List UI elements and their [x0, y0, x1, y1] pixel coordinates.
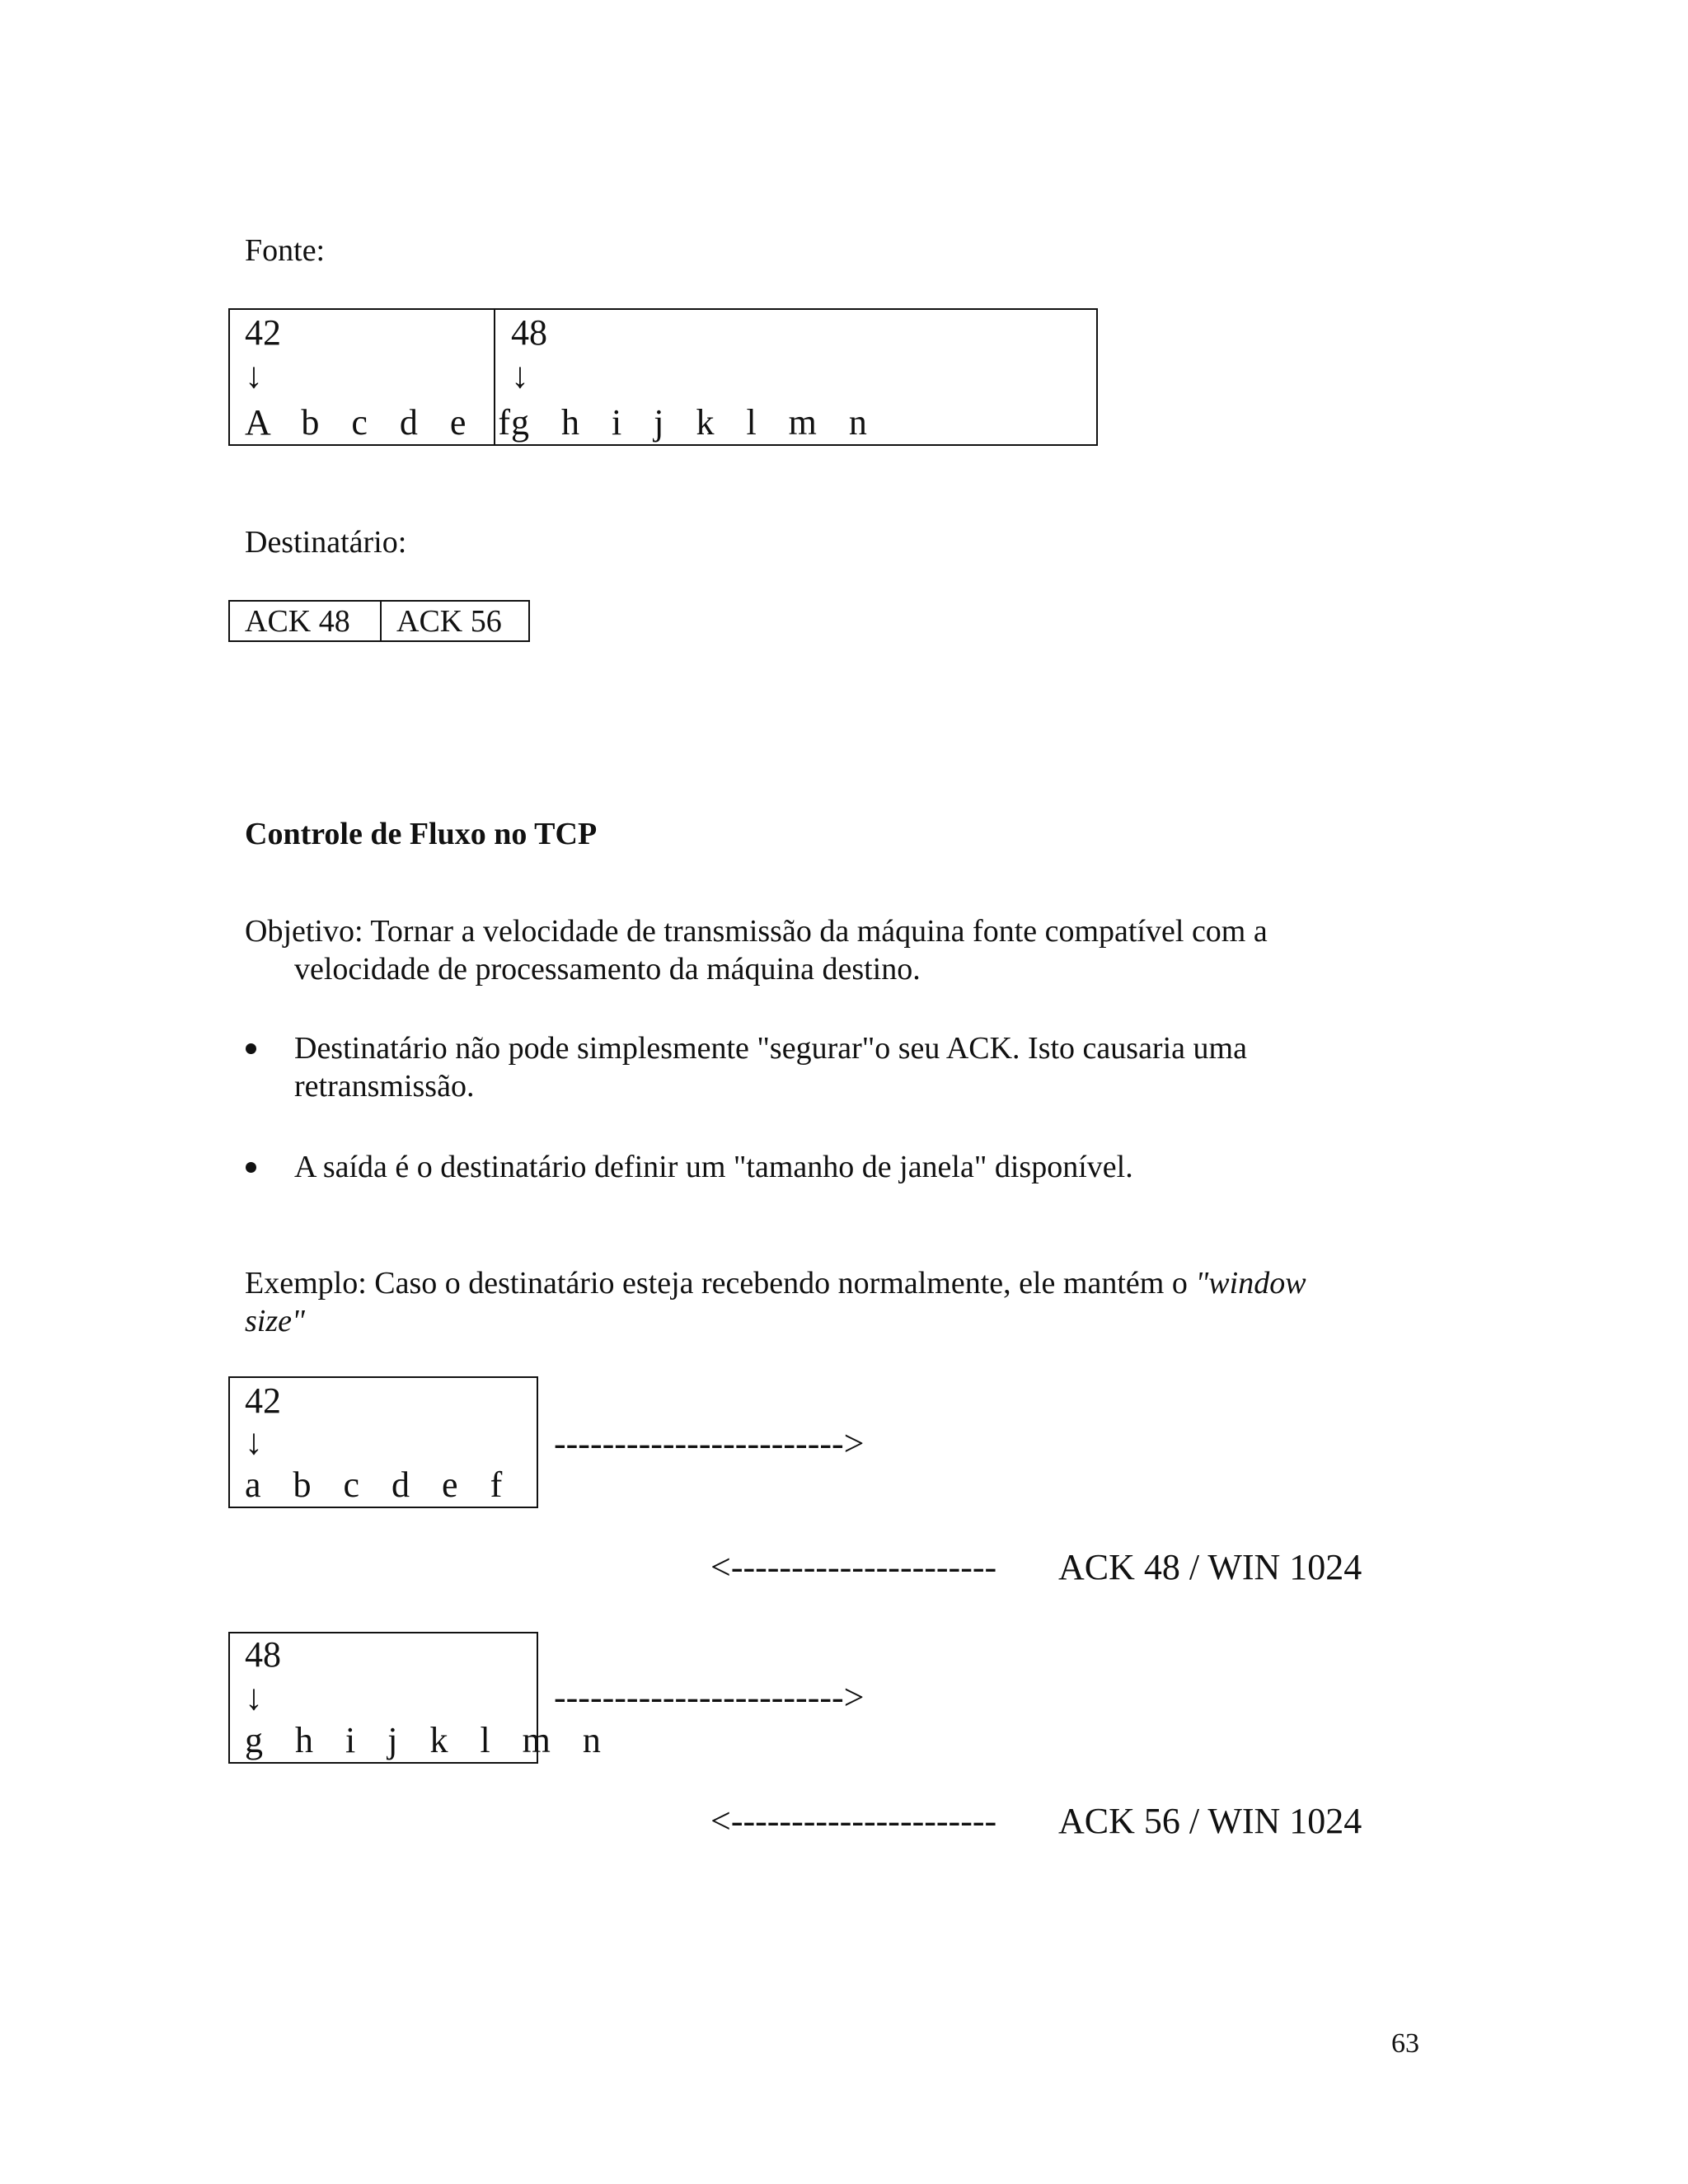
box1-letters: a b c d e f	[245, 1465, 514, 1505]
fonte-label: Fonte:	[245, 233, 326, 268]
fonte-cell2-letters: g h i j k l m n	[511, 402, 879, 443]
box2-letters: g h i j k l m n	[245, 1720, 612, 1760]
box2-number: 48	[245, 1634, 281, 1675]
example-prefix: Exemplo: Caso o destinatário esteja recebendo normalmente, ele mantém o	[245, 1266, 1196, 1301]
example-line2: size"	[245, 1304, 305, 1338]
send-arrow-1: ------------------------>	[554, 1423, 865, 1464]
return-arrow-1: <----------------------	[710, 1547, 997, 1587]
fonte-cell2-number: 48	[511, 312, 547, 353]
box1-arrow-icon: ↓	[245, 1422, 263, 1462]
objective-line2: velocidade de processamento da máquina destino.	[294, 952, 921, 987]
fonte-cell2-arrow-icon: ↓	[511, 355, 529, 396]
fonte-cell1-letters: A b c d e f	[245, 402, 523, 443]
section-heading: Controle de Fluxo no TCP	[245, 817, 598, 851]
destinatario-label: Destinatário:	[245, 525, 407, 560]
page-number: 63	[1391, 2028, 1419, 2059]
destinatario-ack-cell2: ACK 56	[396, 604, 502, 639]
ack-win-1: ACK 48 / WIN 1024	[1058, 1547, 1362, 1587]
bullet1-line1: Destinatário não pode simplesmente "segurar"o seu ACK. Isto causaria uma	[294, 1031, 1247, 1066]
box1-number: 42	[245, 1380, 281, 1421]
example-italic-term: "window	[1195, 1266, 1306, 1301]
box2-arrow-icon: ↓	[245, 1677, 263, 1718]
bullet1-line2: retransmissão.	[294, 1069, 475, 1104]
destinatario-ack-cell1: ACK 48	[245, 604, 350, 639]
ack-win-2: ACK 56 / WIN 1024	[1058, 1801, 1362, 1841]
return-arrow-2: <----------------------	[710, 1801, 997, 1841]
bullet2-text: A saída é o destinatário definir um "tamanho de janela" disponível.	[294, 1150, 1133, 1184]
example-line1	[245, 1263, 1306, 1303]
fonte-cell1-arrow-icon: ↓	[245, 355, 263, 396]
bullet-icon	[246, 1043, 256, 1054]
send-arrow-2: ------------------------>	[554, 1677, 865, 1718]
objective-line1: Objetivo: Tornar a velocidade de transmissão da máquina fonte compatível com a	[245, 914, 1268, 949]
destinatario-table-divider	[380, 600, 382, 642]
fonte-cell1-number: 42	[245, 312, 281, 353]
bullet-icon	[246, 1162, 256, 1173]
